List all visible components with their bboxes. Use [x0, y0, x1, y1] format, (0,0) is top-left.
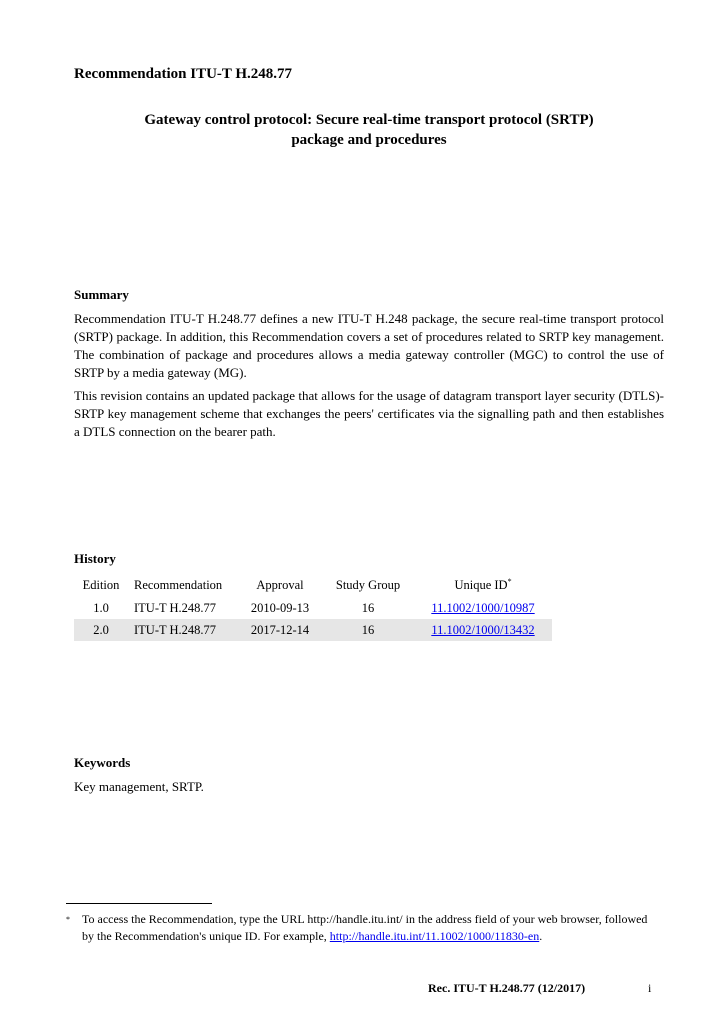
footnote-marker: *	[66, 915, 70, 924]
column-header-unique-id	[414, 573, 552, 597]
keywords-text: Key management, SRTP.	[74, 779, 204, 794]
summary-paragraph-2: This revision contains an updated package that allows for the usage of datagram transport layer security (DTLS)-SRTP key management scheme that exchanges the peers' certificates via the signalling path and then establishes a DTLS connection on the bearer path.	[74, 388, 664, 439]
summary-paragraph-1: Recommendation ITU-T H.248.77 defines a new ITU-T H.248 package, the secure real-time transport protocol (SRTP) package. In addition, this Recommendation covers a set of procedures related to SRTP key management. The combination of package and procedures allows a media gateway controller (MGC) to control the use of SRTP by a media gateway (MG).	[74, 311, 664, 380]
footnote-reference-marker: *	[507, 576, 512, 586]
footnote-divider	[66, 903, 212, 904]
cell-edition: 1.0	[93, 600, 109, 615]
cell-recommendation: ITU-T H.248.77	[134, 600, 217, 615]
document-title	[74, 110, 664, 150]
footnote-text	[82, 911, 656, 945]
unique-id-link[interactable]: 11.1002/1000/10987	[431, 600, 535, 615]
recommendation-heading: Recommendation ITU-T H.248.77	[74, 66, 293, 82]
column-header-edition: Edition	[82, 577, 120, 592]
column-header-study-group: Study Group	[335, 577, 401, 592]
cell-recommendation: ITU-T H.248.77	[128, 619, 238, 641]
history-table-header-row	[74, 573, 552, 597]
summary-body	[74, 310, 664, 446]
cell-approval: 2017-12-14	[238, 619, 322, 641]
footnote	[66, 911, 656, 945]
column-header-recommendation: Recommendation	[134, 577, 223, 592]
footer-reference: Rec. ITU-T H.248.77 (12/2017)	[428, 981, 586, 995]
column-header-unique-id-label: Unique ID	[454, 577, 508, 592]
cell-approval: 2010-09-13	[250, 600, 310, 615]
keywords-heading: Keywords	[74, 755, 131, 770]
document-title-line-2: package and procedures	[291, 132, 447, 148]
history-heading: History	[74, 551, 116, 566]
table-row	[74, 597, 552, 619]
footnote-example-link[interactable]: http://handle.itu.int/11.1002/1000/11830-en	[329, 929, 540, 943]
cell-unique-id	[414, 597, 552, 619]
cell-study-group: 16	[322, 619, 414, 641]
cell-study-group: 16	[361, 600, 375, 615]
footnote-text-body: To access the Recommendation, type the URL http://handle.itu.int/ in the address field of your web browser, followed by the Recommendation's unique ID. For example,	[82, 912, 648, 943]
page-number: i	[648, 981, 652, 995]
footnote-text-end: .	[539, 929, 543, 943]
column-header-approval: Approval	[256, 577, 304, 592]
unique-id-link[interactable]: 11.1002/1000/13432	[431, 622, 535, 637]
document-title-line-1: Gateway control protocol: Secure real-time transport protocol (SRTP)	[144, 112, 594, 128]
cell-edition: 2.0	[74, 619, 128, 641]
summary-heading: Summary	[74, 287, 129, 302]
cell-unique-id	[414, 619, 552, 641]
history-table	[74, 573, 552, 641]
table-row	[74, 619, 552, 641]
